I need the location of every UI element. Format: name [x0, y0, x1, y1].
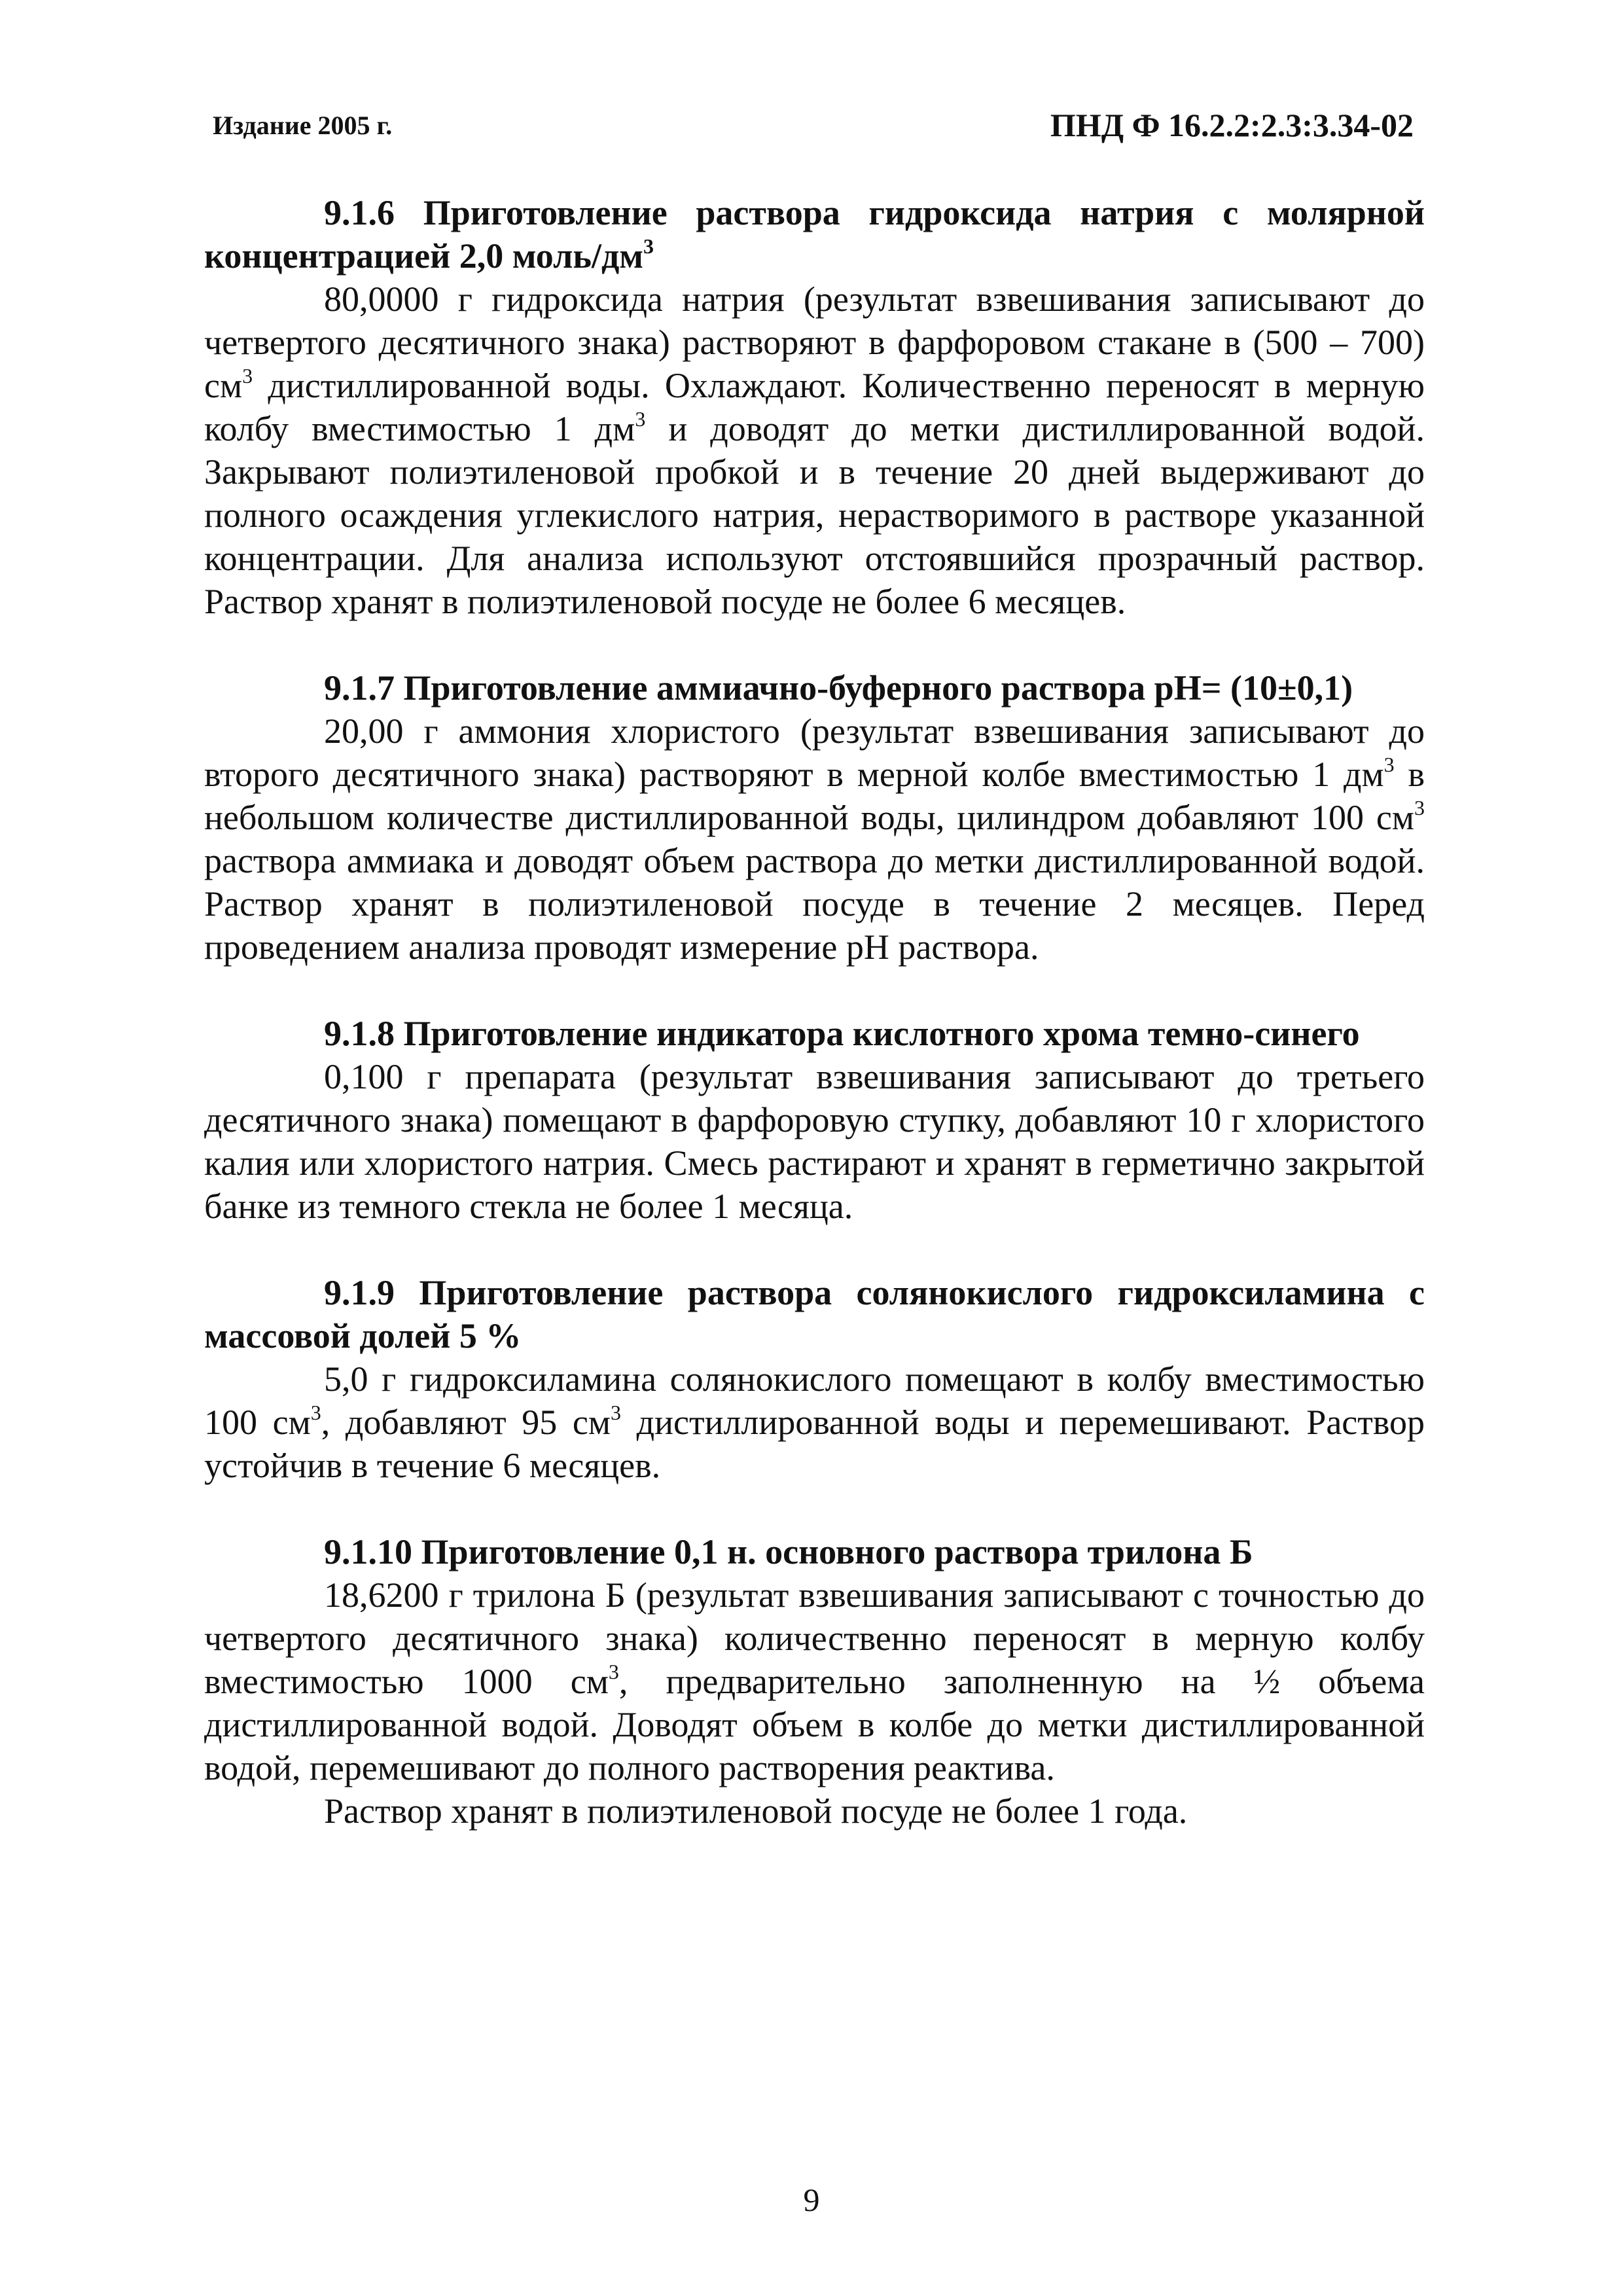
section-9-1-10: [204, 1530, 1425, 1833]
section-heading: 9.1.9 Приготовление раствора солянокислого гидроксиламина с массовой долей 5 %: [204, 1273, 1425, 1355]
section-paragraph: 5,0 г гидроксиламина солянокислого помещают в колбу вместимостью 100 $см^3$, добавляют 95 $см^3$ дистиллированной воды и перемешивают. Раствор устойчив в течение 6 месяцев.: [204, 1359, 1425, 1485]
section-heading: 9.1.10 Приготовление 0,1 н. основного раствора трилона Б: [324, 1532, 1253, 1571]
edition-label: Издание 2005 г.: [213, 111, 393, 140]
superscript: 3: [635, 407, 646, 431]
section-heading: 9.1.6 Приготовление раствора гидроксида натрия с молярной концентрацией 2,0 моль/$дм^3$: [204, 193, 1425, 276]
superscript: 3: [310, 1401, 321, 1424]
section-9-1-6: [204, 191, 1425, 623]
superscript: 3: [611, 1401, 621, 1424]
superscript: 3: [1414, 796, 1425, 819]
superscript: 3: [608, 1660, 619, 1683]
document-code: ПНД Ф 16.2.2:2.3:3.34-02: [1050, 107, 1414, 143]
section-paragraph: Раствор хранят в полиэтиленовой посуде не более 1 года.: [324, 1791, 1188, 1831]
section-9-1-9: [204, 1271, 1425, 1487]
superscript: 3: [643, 234, 654, 258]
section-paragraph: 20,00 г аммония хлористого (результат взвешивания записывают до второго десятичного знака) растворяют в мерной колбе вместимостью 1 $дм^3$ в небольшом количестве дистиллированной воды, цилиндром добавляют 100 $см^3$ раствора аммиака и доводят объем раствора до метки дистиллированной водой. Раствор хранят в полиэтиленовой посуде в течение 2 месяцев. Перед проведением анализа проводят измерение рН раствора.: [204, 711, 1425, 967]
section-heading: 9.1.7 Приготовление аммиачно-буферного раствора рН= (10±0,1): [324, 668, 1353, 708]
superscript: 3: [1383, 753, 1395, 776]
document-body: [204, 191, 1425, 1833]
section-paragraph: 80,0000 г гидроксида натрия (результат взвешивания записывают до четвертого десятичного знака) растворяют в фарфоровом стакане в (500 – 700) $см^3$ дистиллированной воды. Охлаждают. Количественно переносят в мерную колбу вместимостью 1 $дм^3$ и доводят до метки дистиллированной водой. Закрывают полиэтиленовой пробкой и в течение 20 дней выдерживают до полного осаждения углекислого натрия, нерастворимого в растворе указанной концентрации. Для анализа используют отстоявшийся прозрачный раствор. Раствор хранят в полиэтиленовой посуде не более 6 месяцев.: [204, 279, 1425, 621]
section-heading: 9.1.8 Приготовление индикатора кислотного хрома темно-синего: [324, 1014, 1360, 1053]
page-number: 9: [803, 2181, 820, 2218]
section-9-1-8: [204, 1012, 1425, 1228]
superscript: 3: [242, 364, 253, 387]
section-paragraph: 18,6200 г трилона Б (результат взвешивания записывают с точностью до четвертого десятичного знака) количественно переносят в мерную колбу вместимостью 1000 $см^3$, предварительно заполненную на ½ объема дистиллированной водой. Доводят объем в колбе до метки дистиллированной водой, перемешивают до полного растворения реактива.: [204, 1575, 1425, 1787]
section-paragraph: 0,100 г препарата (результат взвешивания записывают до третьего десятичного знака) помещают в фарфоровую ступку, добавляют 10 г хлористого калия или хлористого натрия. Смесь растирают и хранят в герметично закрытой банке из темного стекла не более 1 месяца.: [204, 1057, 1425, 1226]
section-9-1-7: [204, 666, 1425, 969]
